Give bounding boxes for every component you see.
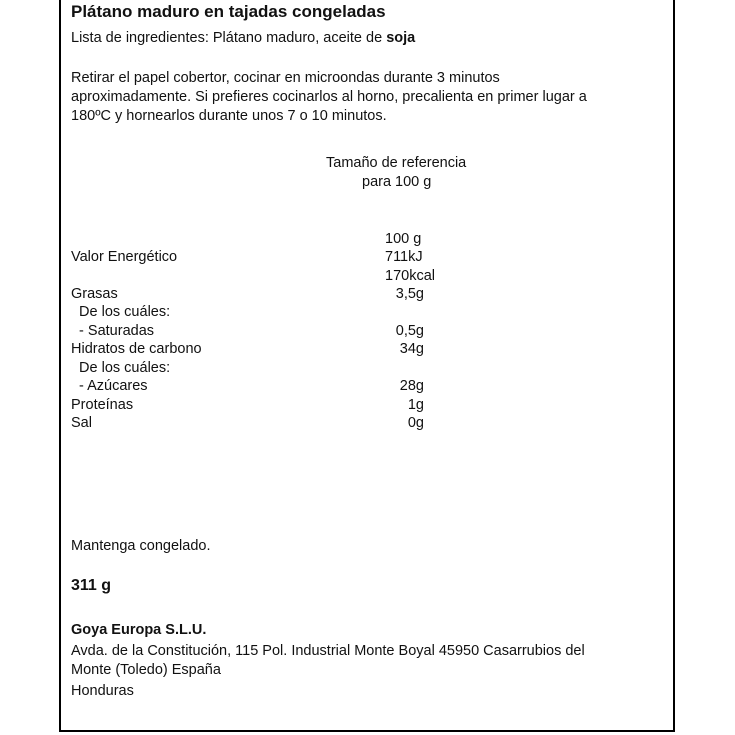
- company-address-line-2: Monte (Toledo) España: [71, 662, 221, 678]
- product-title: Plátano maduro en tajadas congeladas: [71, 2, 386, 21]
- net-weight: 311 g: [71, 577, 112, 594]
- company-address-line-1: Avda. de la Constitución, 115 Pol. Industrial Monte Boyal 45950 Casarrubios del: [71, 643, 585, 659]
- nutrient-label-carbs-sub: De los cuáles:: [71, 360, 171, 376]
- ingredients-text: Lista de ingredientes: Plátano maduro, aceite de: [71, 30, 387, 46]
- storage-instructions: Mantenga congelado.: [71, 538, 211, 554]
- nutrient-value-energy-kj: 711kJ: [385, 249, 423, 265]
- company-name: Goya Europa S.L.U.: [71, 622, 207, 638]
- nutrient-value-salt: 0g: [407, 415, 424, 431]
- nutrient-value-energy-kcal: 170kcal: [385, 268, 435, 284]
- instructions-line-2: aproximadamente. Si prefieres cocinarlos al horno, precalienta en primer lugar a: [71, 89, 587, 105]
- nutrient-label-fat-sub: De los cuáles:: [71, 304, 171, 320]
- nutrient-label-saturated: - Saturadas: [71, 323, 155, 339]
- reference-size-amount: para 100 g: [362, 174, 432, 190]
- ingredients-line: [71, 29, 415, 47]
- reference-size-label: Tamaño de referencia: [326, 155, 467, 171]
- nutrient-value-protein: 1g: [407, 397, 424, 413]
- nutrient-label-protein: Proteínas: [71, 397, 134, 413]
- nutrient-value-carbs: 34g: [399, 341, 424, 357]
- instructions-line-1: Retirar el papel cobertor, cocinar en microondas durante 3 minutos: [71, 70, 500, 86]
- nutrient-label-fat: Grasas: [71, 286, 118, 302]
- country-of-origin: Honduras: [71, 683, 134, 699]
- nutrient-label-carbs: Hidratos de carbono: [71, 341, 202, 357]
- nutrient-label-sugars: - Azúcares: [71, 378, 148, 394]
- per-amount: 100 g: [385, 231, 422, 247]
- nutrient-value-saturated: 0,5g: [395, 323, 424, 339]
- nutrient-value-sugars: 28g: [399, 378, 424, 394]
- nutrient-label-salt: Sal: [71, 415, 92, 431]
- instructions-line-3: 180ºC y hornearlos durante unos 7 o 10 minutos.: [71, 108, 387, 124]
- allergen-text: soja: [386, 30, 416, 46]
- nutrient-label-energy: Valor Energético: [71, 249, 178, 265]
- nutrient-value-fat: 3,5g: [395, 286, 424, 302]
